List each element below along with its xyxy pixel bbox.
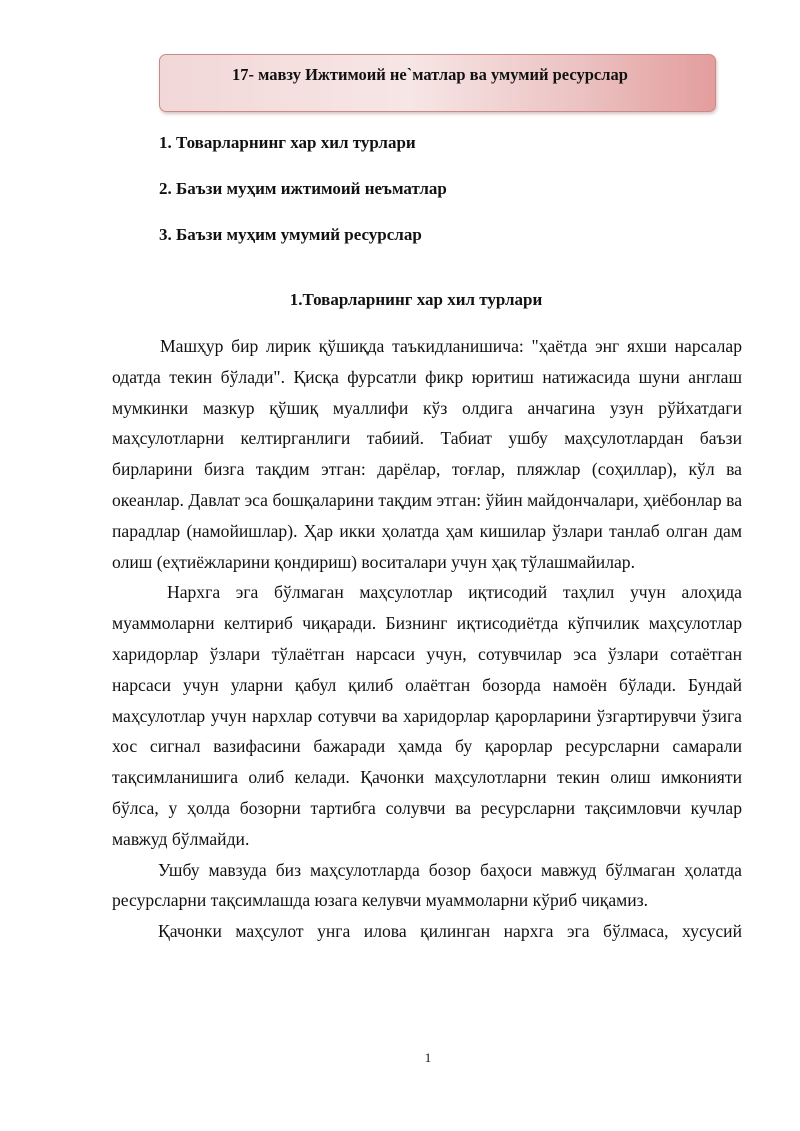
body-text <box>112 331 742 947</box>
page-number: 1 <box>424 1050 432 1065</box>
paragraph-2: Нархга эга бўлмаган маҳсулотлар иқтисодий таҳлил учун алоҳида муаммоларни келтириб чиқаради. Бизнинг иқтисодиётда кўпчилик маҳсулотлар харидорлар ўзлари тўлаётган нарсаси учун, сотувчилар эса ўзлари сотаётган нарсаси учун уларни қабул қилиб олаётган бозорда намоён бўлади. Бундай маҳсулотлар учун нархлар сотувчи ва харидорлар қарорларини ўзгартирувчи ўзига хос сигнал вазифасини бажаради ҳамда бу қарорлар ресурсларни самарали тақсимланишига олиб келади. Қачонки маҳсулотларни текин олиш имконияти бўлса, у ҳолда бозорни тартибга солувчи ва ресурсларни тақсимловчи кучлар мавжуд бўлмайди. <box>112 582 742 849</box>
paragraph-4: Қачонки маҳсулот унга илова қилинган нархга эга бўлмаса, хусусий <box>158 921 742 942</box>
topic-outline <box>159 131 447 269</box>
paragraph-3: Ушбу мавзуда биз маҳсулотларда бозор баҳоси мавжуд бўлмаган ҳолатда ресурсларни тақсимлашда юзага келувчи муаммоларни кўриб чиқамиз. <box>112 859 742 911</box>
section-heading: 1.Товарларнинг хар хил турлари <box>289 290 543 309</box>
title-banner <box>159 54 716 112</box>
outline-item-3: 3. Баъзи муҳим умумий ресурслар <box>159 225 422 244</box>
lecture-title: 17- мавзу Ижтимоий не`матлар ва умумий ресурслар <box>232 65 628 84</box>
paragraph-1: Машҳур бир лирик қўшиқда таъкидланишича: "ҳаётда энг яхши нарсалар одатда текин бўлади". Қисқа фурсатли фикр юритиш натижасида шуни англаш мумкинки мазкур қўшиқ муаллифи кўз олдига анчагина узун рўйхатдаги маҳсулотларни келтирганлиги табиий. Табиат ушбу маҳсулотлардан баъзи бирларини бизга тақдим этган: дарёлар, тоғлар, пляжлар (соҳиллар), кўл ва океанлар. Давлат эса бошқаларини тақдим этган: ўйин майдончалари, ҳиёбонлар ва парадлар (намойишлар). Ҳар икки ҳолатда ҳам кишилар ўзлари танлаб олган дам олиш (еҳтиёжларини қондириш) воситалари учун ҳақ тўлашмайилар. <box>112 336 742 572</box>
outline-item-2: 2. Баъзи муҳим ижтимоий неъматлар <box>159 179 447 198</box>
outline-item-1: 1. Товарларнинг хар хил турлари <box>159 133 416 152</box>
